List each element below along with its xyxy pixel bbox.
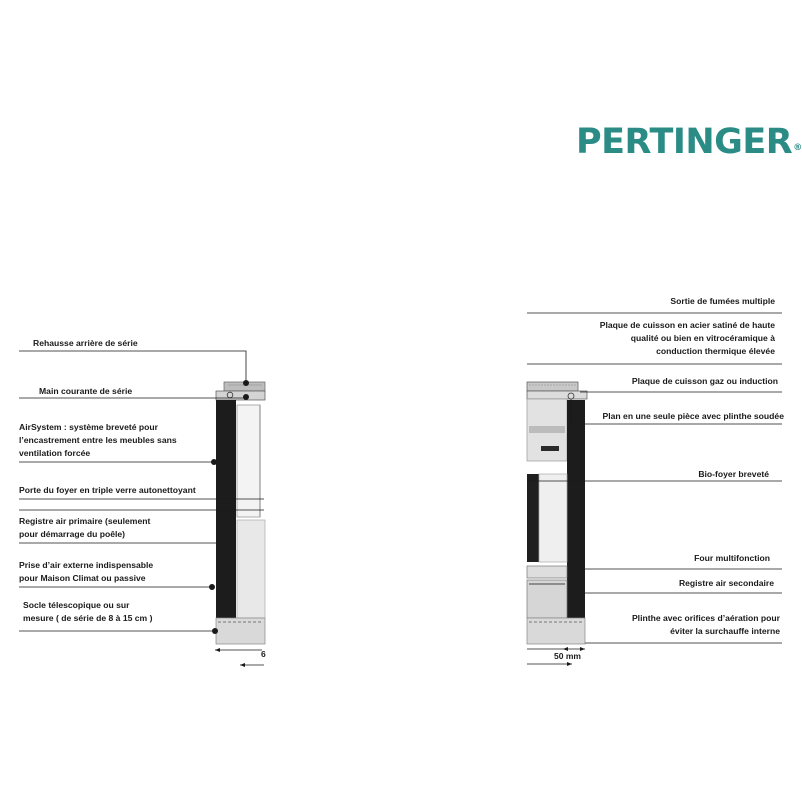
dot-socle (212, 628, 218, 634)
right-dimension-arrow-2 (567, 662, 572, 666)
left-dimension-arrow-1 (215, 648, 220, 652)
right-interior-shelf (529, 426, 565, 433)
callout-line: mesure ( de série de 8 à 15 cm ) (23, 613, 153, 623)
registered-mark: ® (793, 143, 802, 153)
right-interior-slot (541, 446, 559, 451)
right-section-view (527, 382, 587, 666)
left-dimension-arrow-2 (240, 663, 245, 667)
callout-line: Plinthe avec orifices d’aération pour (631, 613, 780, 623)
callout-line: Socle télescopique ou sur (23, 600, 130, 610)
callout-line: pour démarrage du poêle) (19, 529, 126, 539)
left-top-rail (216, 391, 265, 400)
callout-line: Porte du foyer en triple verre autonettoyant (19, 485, 196, 495)
dot-prise-air (209, 584, 215, 590)
callout-line: Plaque de cuisson gaz ou induction (631, 376, 778, 386)
callout-line: Four multifonction (694, 553, 770, 563)
leader-rehausse (19, 351, 246, 382)
callout-line: Registre air primaire (seulement (19, 516, 151, 526)
right-top-plate (527, 391, 587, 399)
callout-line: Bio-foyer breveté (698, 469, 769, 479)
left-section-view (215, 382, 266, 667)
callout-line: ventilation forcée (19, 448, 91, 458)
callout-line: conduction thermique élevée (656, 346, 775, 356)
dot-airsystem (211, 459, 217, 465)
right-dimension-value: 50 mm (554, 651, 581, 661)
callout-line: Main courante de série (39, 386, 133, 396)
callout-line: Registre air secondaire (678, 578, 774, 588)
right-cooktop-top (527, 382, 578, 391)
right-dark-side-panel (567, 400, 585, 618)
left-lower-cabinet (237, 520, 265, 618)
right-drawer-1 (527, 566, 567, 578)
right-oven-chamber (539, 474, 567, 562)
dot-main-courante (243, 394, 249, 400)
leader-plan-piece (571, 399, 782, 424)
callout-line: Prise d’air externe indispensable (19, 560, 154, 570)
callout-line: l’encastrement entre les meubles sans (19, 435, 177, 445)
callout-line: Sortie de fumées multiple (670, 296, 775, 306)
callout-line: pour Maison Climat ou passive (19, 573, 146, 583)
callout-line: qualité ou bien en vitrocéramique à (630, 333, 775, 343)
callout-line: éviter la surchauffe interne (670, 626, 780, 636)
right-bio-foyer (527, 474, 539, 562)
left-door-glass (237, 405, 260, 517)
left-dimension-value: 6 (261, 649, 266, 659)
dot-rehausse (243, 380, 249, 386)
left-dark-side-panel (216, 400, 236, 618)
callout-line: Rehausse arrière de série (33, 338, 138, 348)
right-drawer-2 (527, 580, 567, 618)
callout-line: Plaque de cuisson en acier satiné de haute (599, 320, 775, 330)
callout-line: Plan en une seule pièce avec plinthe soudée (602, 411, 784, 421)
brand-name: PERTINGER (576, 122, 793, 162)
callout-line: AirSystem : système breveté pour (19, 422, 158, 432)
